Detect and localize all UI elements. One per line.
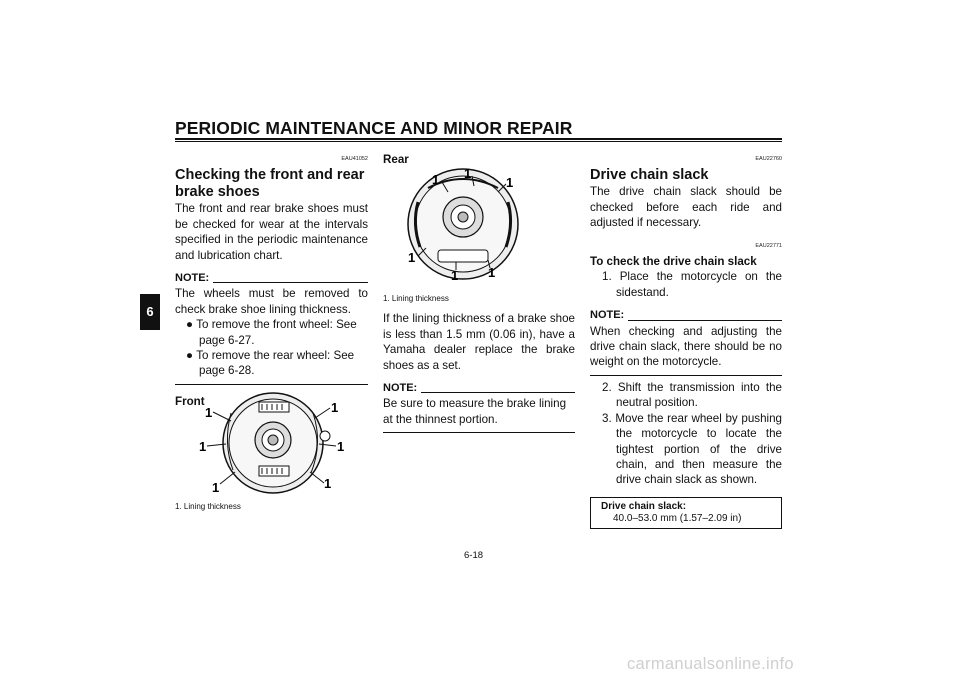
note-end-rule bbox=[590, 375, 782, 376]
column-2 bbox=[383, 291, 575, 433]
chapter-tab: 6 bbox=[140, 294, 160, 330]
column-1 bbox=[175, 152, 368, 409]
spec-value: 40.0–53.0 mm (1.57–2.09 in) bbox=[613, 512, 742, 524]
bullet-icon: ● bbox=[186, 349, 197, 363]
front-brake-figure bbox=[195, 388, 350, 498]
bullet-icon: ● bbox=[186, 318, 197, 332]
front-label: Front bbox=[175, 394, 205, 408]
callout-number: 1 bbox=[337, 439, 345, 454]
note-rule bbox=[421, 392, 575, 393]
callout-number: 1 bbox=[199, 439, 207, 454]
callout-number: 1 bbox=[408, 250, 416, 265]
bullet-item: ● To remove the rear wheel: See page 6-28. bbox=[186, 349, 355, 378]
note-header bbox=[590, 308, 782, 323]
note-label: NOTE: bbox=[383, 382, 418, 395]
callout-number: 1 bbox=[205, 405, 213, 420]
note-rule bbox=[213, 282, 368, 283]
note-rule bbox=[628, 320, 782, 321]
callout-number: 1 bbox=[432, 172, 440, 187]
figure-caption: 1. Lining thickness bbox=[383, 294, 449, 303]
note-header bbox=[383, 381, 575, 396]
callout-number: 1 bbox=[451, 268, 459, 283]
body-paragraph: If the lining thickness of a brake shoe is less than 1.5 mm (0.06 in), have a Yamaha dealer replace the brake shoes as a set. bbox=[383, 312, 575, 372]
note-text: The wheels must be removed to check brake shoe lining thickness. bbox=[175, 287, 368, 316]
figure-caption: 1. Lining thickness bbox=[175, 502, 241, 511]
spec-title: Drive chain slack: bbox=[601, 500, 687, 512]
section-code: EAU41052 bbox=[341, 156, 368, 162]
subheading: To check the drive chain slack bbox=[590, 255, 757, 269]
spec-box bbox=[590, 497, 782, 529]
callout-number: 1 bbox=[488, 265, 496, 280]
step-item: 3. Move the rear wheel by pushing the motorcycle to locate the tightest portion of the drive chain, and then measure the drive chain slack as shown. bbox=[602, 411, 782, 487]
note-end-rule bbox=[175, 384, 368, 385]
section-heading: Checking the front and rear brake shoes bbox=[175, 167, 365, 201]
callout-number: 1 bbox=[506, 175, 514, 190]
section-code: EAU22760 bbox=[755, 156, 782, 162]
rear-label: Rear bbox=[383, 153, 409, 166]
step-item: 1. Place the motorcycle on the sidestand. bbox=[602, 270, 782, 299]
section-heading: Drive chain slack bbox=[590, 167, 709, 184]
intro-paragraph: The front and rear brake shoes must be checked for wear at the intervals specified in the periodic maintenance and lubrication chart. bbox=[175, 202, 368, 262]
watermark: carmanualsonline.info bbox=[627, 655, 794, 673]
note-label: NOTE: bbox=[590, 309, 625, 322]
note-header bbox=[175, 271, 368, 286]
rear-brake-figure bbox=[398, 162, 528, 287]
bullet-item: ● To remove the front wheel: See page 6-27. bbox=[186, 318, 357, 347]
note-end-rule bbox=[383, 432, 575, 433]
column-3 bbox=[590, 152, 782, 529]
note-text: When checking and adjusting the drive chain slack, there should be no weight on the motorcycle. bbox=[590, 324, 782, 369]
callout-number: 1 bbox=[212, 480, 220, 495]
step-item: 2. Shift the transmission into the neutral position. bbox=[602, 380, 782, 410]
page-title: PERIODIC MAINTENANCE AND MINOR REPAIR bbox=[175, 118, 573, 138]
page-number: 6-18 bbox=[464, 550, 484, 561]
note-text: Be sure to measure the brake lining at the thinnest portion. bbox=[383, 397, 567, 426]
header-rule-thin bbox=[175, 141, 782, 142]
callout-number: 1 bbox=[331, 400, 339, 415]
note-label: NOTE: bbox=[175, 272, 210, 285]
callout-number: 1 bbox=[324, 476, 332, 491]
header-rule bbox=[175, 138, 782, 140]
intro-paragraph: The drive chain slack should be checked before each ride and adjusted if necessary. bbox=[590, 185, 782, 230]
section-code: EAU22771 bbox=[755, 242, 782, 249]
callout-number: 1 bbox=[464, 166, 472, 181]
